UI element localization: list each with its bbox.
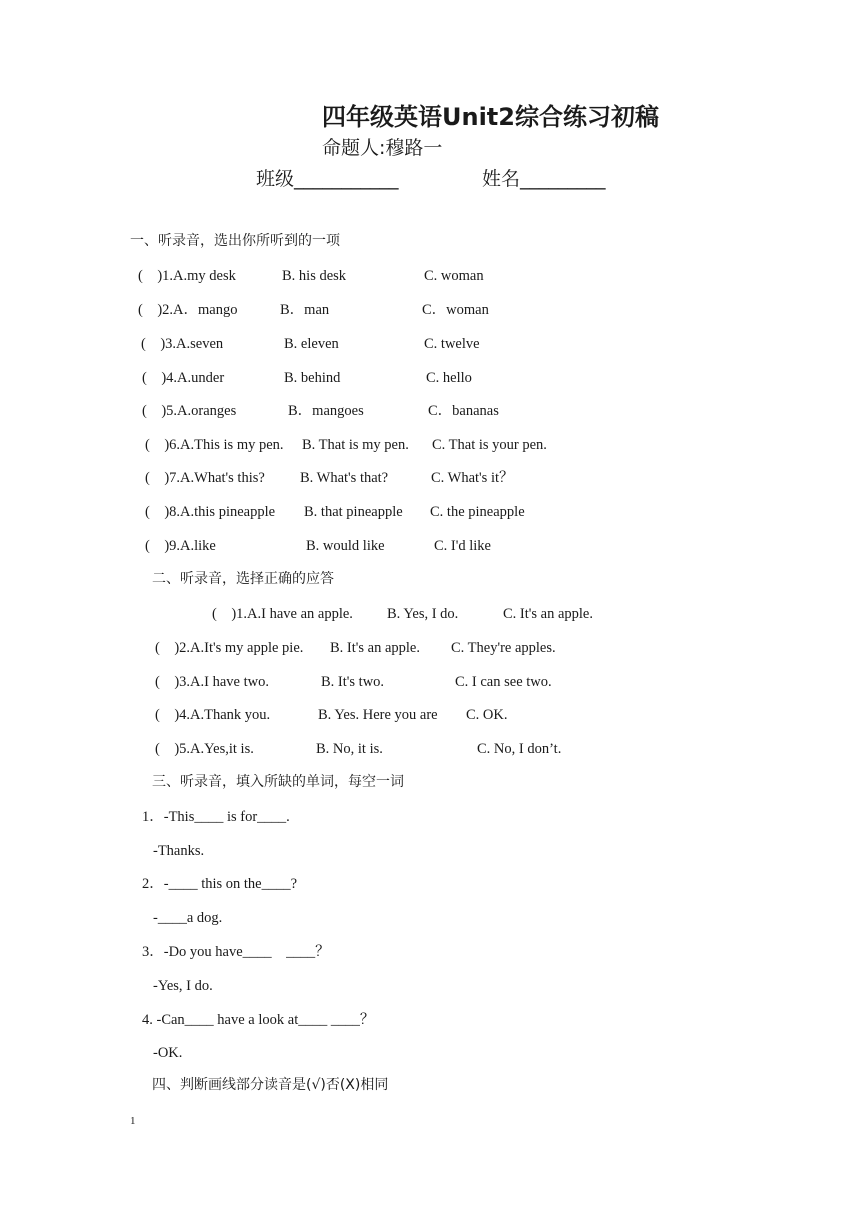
section2-heading: 二、听录音，选择正确的应答 bbox=[152, 571, 334, 587]
question-option-c: C. woman bbox=[424, 268, 484, 284]
question-option-b: B. Yes. Here you are bbox=[318, 707, 438, 723]
question-option-b: B. his desk bbox=[282, 268, 347, 284]
question-option-c: C. It's an apple. bbox=[503, 606, 593, 622]
fill-blank-line: 1．-This____ is for____. bbox=[142, 809, 290, 825]
question-option-a: ( )5.A.oranges bbox=[142, 403, 237, 419]
question-option-a: ( )9.A.like bbox=[145, 538, 216, 554]
fill-blank-line: 4. -Can____ have a look at____ ____？ bbox=[142, 1012, 375, 1028]
question-option-a: ( )7.A.What's this? bbox=[145, 470, 265, 486]
question-option-c: C．woman bbox=[422, 302, 489, 318]
question-option-a: ( )8.A.this pineapple bbox=[145, 504, 276, 520]
question-option-b: B．mangoes bbox=[288, 403, 364, 419]
question-option-a: ( )4.A.Thank you. bbox=[155, 707, 271, 723]
question-option-c: C．bananas bbox=[428, 403, 499, 419]
question-option-b: B. eleven bbox=[284, 336, 339, 352]
question-option-a: ( )2.A.It's my apple pie. bbox=[155, 640, 304, 656]
class-field: 班级___________ bbox=[256, 168, 399, 190]
section1-heading: 一、听录音，选出你所听到的一项 bbox=[130, 233, 340, 249]
question-option-a: ( )4.A.under bbox=[142, 370, 225, 386]
question-option-c: C. I can see two. bbox=[455, 674, 552, 690]
question-option-a: ( )6.A.This is my pen. bbox=[145, 437, 284, 453]
fill-blank-line: 3．-Do you have____ ____？ bbox=[142, 944, 330, 960]
question-option-c: C. hello bbox=[426, 370, 472, 386]
question-option-b: B．man bbox=[280, 302, 330, 318]
question-option-b: B. It's two. bbox=[321, 674, 385, 690]
question-option-b: B. that pineapple bbox=[304, 504, 403, 520]
question-option-c: C. the pineapple bbox=[430, 504, 525, 520]
fill-blank-line: -____a dog. bbox=[153, 910, 223, 926]
question-option-c: C. That is your pen. bbox=[432, 437, 547, 453]
question-option-a: ( )5.A.Yes,it is. bbox=[155, 741, 254, 757]
fill-blank-line: -OK. bbox=[153, 1045, 183, 1061]
question-option-c: C. What's it？ bbox=[431, 470, 514, 486]
question-option-b: B. No, it is. bbox=[316, 741, 383, 757]
question-option-c: C. twelve bbox=[424, 336, 480, 352]
question-option-b: B. What's that? bbox=[300, 470, 389, 486]
fill-blank-line: -Yes, I do. bbox=[153, 978, 213, 994]
question-option-c: C. No, I don’t. bbox=[477, 741, 562, 757]
question-option-a: ( )3.A.seven bbox=[141, 336, 224, 352]
question-option-a: ( )1.A.I have an apple. bbox=[212, 606, 353, 622]
question-option-a: ( )3.A.I have two. bbox=[155, 674, 269, 690]
question-option-b: B. That is my pen. bbox=[302, 437, 409, 453]
page-number: 1 bbox=[130, 1115, 136, 1127]
question-option-b: B. It's an apple. bbox=[330, 640, 420, 656]
question-option-a: ( )1.A.my desk bbox=[138, 268, 236, 284]
question-option-b: B. behind bbox=[284, 370, 341, 386]
fill-blank-line: -Thanks. bbox=[153, 843, 205, 859]
fill-blank-line: 2．-____ this on the____? bbox=[142, 876, 298, 892]
page-title: 四年级英语Unit2综合练习初稿 bbox=[322, 103, 659, 131]
section3-heading: 三、听录音，填入所缺的单词，每空一词 bbox=[152, 774, 404, 790]
question-option-b: B. Yes, I do. bbox=[387, 606, 459, 622]
question-option-c: C. OK. bbox=[466, 707, 508, 723]
section4-heading: 四、判断画线部分读音是(√)否(X)相同 bbox=[152, 1077, 389, 1093]
author-line: 命题人:穆路一 bbox=[322, 137, 443, 159]
question-option-a: ( )2.A．mango bbox=[138, 302, 238, 318]
question-option-c: C. I'd like bbox=[434, 538, 491, 554]
name-field: 姓名_________ bbox=[482, 168, 606, 190]
question-option-b: B. would like bbox=[306, 538, 385, 554]
question-option-c: C. They're apples. bbox=[451, 640, 556, 656]
